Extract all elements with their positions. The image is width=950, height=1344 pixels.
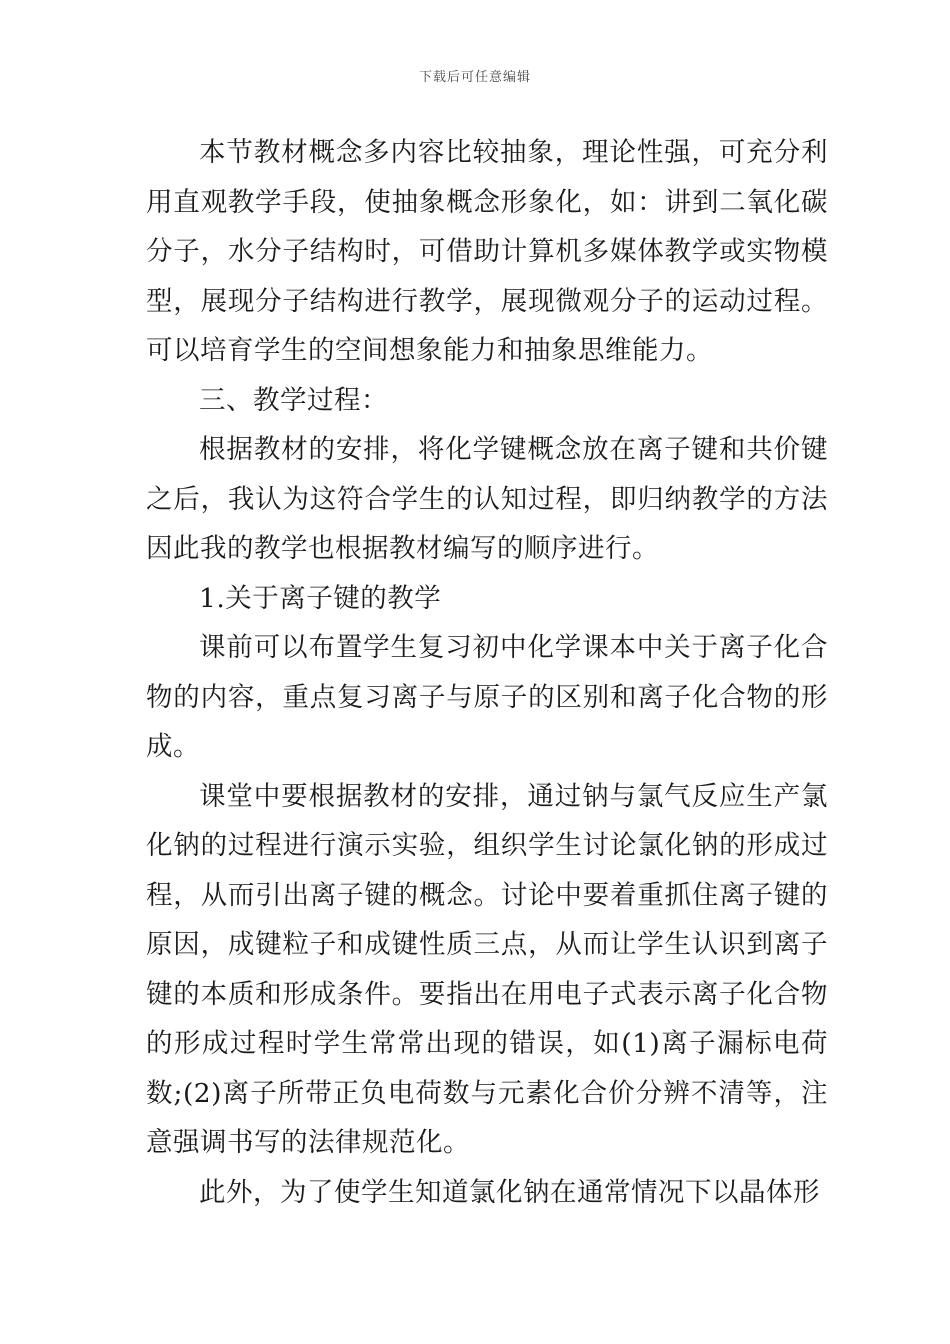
paragraph-3: 根据教材的安排，将化学键概念放在离子键和共价键之后，我认为这符合学生的认知过程，即归纳教学的方法因此我的教学也根据教材编写的顺序进行。 — [146, 434, 828, 564]
document-body — [146, 128, 828, 1217]
paragraph-4: 1.关于离子键的教学 — [199, 582, 442, 614]
paragraph-6: 课堂中要根据教材的安排，通过钠与氯气反应生产氯化钠的过程进行演示实验，组织学生讨论氯化钠的形成过程，从而引出离子键的概念。讨论中要着重抓住离子键的原因，成键粒子和成键性质三点，从而让学生认识到离子键的本质和形成条件。要指出在用电子式表示离子化合物的形成过程时学生常常出现的错误，如(1)离子漏标电荷数;(2)离子所带正负电荷数与元素化合价分辨不清等，注意强调书写的法律规范化。 — [146, 780, 828, 1158]
page-header: 下载后可任意编辑 — [418, 70, 531, 85]
paragraph-7: 此外，为了使学生知道氯化钠在通常情况下以晶体形 — [199, 1176, 820, 1208]
paragraph-5: 课前可以布置学生复习初中化学课本中关于离子化合物的内容，重点复习离子与原子的区别和离子化合物的形成。 — [146, 632, 828, 762]
paragraph-1: 本节教材概念多内容比较抽象，理论性强，可充分利用直观教学手段，使抽象概念形象化，如：讲到二氧化碳分子，水分子结构时，可借助计算机多媒体教学或实物模型，展现分子结构进行教学，展现微观分子的运动过程。可以培育学生的空间想象能力和抽象思维能力。 — [146, 137, 828, 366]
paragraph-2: 三、教学过程： — [199, 384, 388, 416]
